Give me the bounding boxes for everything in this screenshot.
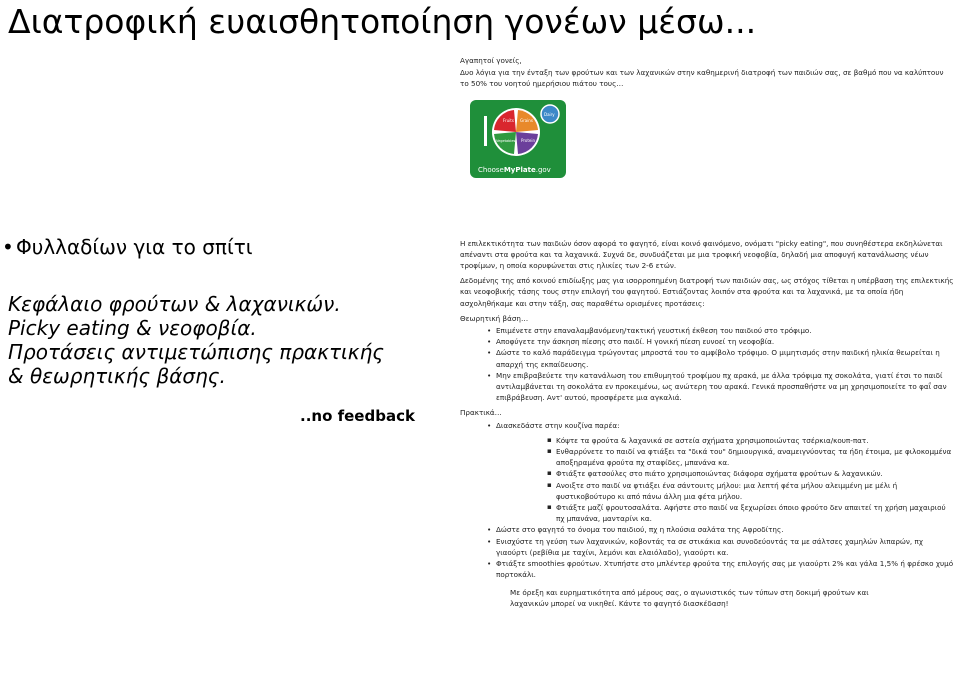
list-item: • Διασκεδάστε στην κουζίνα παρέα: xyxy=(496,420,954,431)
list-item: • Ενισχύστε τη γεύση των λαχανικών, κοβοντάς τα σε στικάκια και συνοδεύοντάς τα με σάλτσες χαμηλών λιπαρών, πχ γιαούρτι (ρεβίθια με ταχίνι, λεμόνι και ελαιόλαδο), γιαούρτι κα. xyxy=(496,536,954,558)
subtext-block xyxy=(8,292,438,388)
practice-sublist xyxy=(460,435,954,525)
label-protein: Protein xyxy=(521,137,536,143)
list-item: • Δώστε το καλό παράδειγμα τρώγοντας μπροστά του το αμφίβολο τρόφιμο. Ο μιμητισμός στην παιδική ηλικία θεωρείται η απαρχή της εκπαίδευσης. xyxy=(496,347,954,369)
leaflet-intro: Δυο λόγια για την ένταξη των φρούτων και των λαχανικών στην καθημερινή διατροφή των παιδιών σας, σε βαθμό που να καλύπτουν το 50% του νοητού ημερήσιου πιάτου τους… xyxy=(460,68,944,89)
closing-line: Με όρεξη και ευρηματικότητα από μέρους σας, ο αγωνιστικός των τύπων στη δοκιμή φρούτων και xyxy=(510,587,869,597)
list-item: ▪ Κόψτε τα φρούτα & λαχανικά σε αστεία σχήματα χρησιμοποιώντας τσέρκια/κουπ-πατ. xyxy=(556,435,954,446)
leaflet-closing xyxy=(460,587,954,609)
logo-caption: ChooseMyPlate.gov xyxy=(478,165,551,174)
list-item: • Φτιάξτε smoothies φρούτων. Χτυπήστε στο μπλέντερ φρούτα της επιλογής σας με γιαούρτι 2% και γάλα 1,5% ή φρέσκο χυμό πορτοκάλι. xyxy=(496,558,954,580)
no-feedback-note: ..no feedback xyxy=(300,407,415,425)
list-item: ▪ Ανοιξτε στο παιδί να φτιάξει ένα σάντουιτς μήλου: μια λεπτή φέτα μήλου αλειμμένη με μέλι ή φυστικοβούτυρο κι από πάνω άλλη μια φέτα μήλου. xyxy=(556,480,954,502)
subtext-line: Κεφάλαιο φρούτων & λαχανικών. xyxy=(8,292,341,316)
slide-title: Διατροφική ευαισθητοποίηση γονέων μέσω... xyxy=(8,2,757,41)
list-item: • Επιμένετε στην επαναλαμβανόμενη/τακτική γευστική έκθεση του παιδιού στο τρόφιμο. xyxy=(496,325,954,336)
label-dairy: Dairy xyxy=(544,111,555,117)
plate-protein xyxy=(516,132,538,154)
theory-list xyxy=(460,325,954,403)
practice-heading: Πρακτικά… xyxy=(460,408,502,418)
myplate-plate-icon xyxy=(470,100,566,178)
leaflet-greeting: Αγαπητοί γονείς, xyxy=(460,56,522,65)
list-item: • Μην επιβραβεύετε την κατανάλωση του επιθυμητού τροφίμου πχ αρακά, με άλλα τρόφιμα πχ σοκολάτα, γιατί έτσι το παιδί αντιλαμβάνεται τη σοκολάτα εν προκειμένω, ως ανώτερη του αρακά. Γενικά προσπαθήστε να μη χρησιμοποιείτε το φαΐ σαν επιβράβευση. Αντ' αυτού, προσφέρετε μια αγκαλιά. xyxy=(496,370,954,404)
main-bullet xyxy=(2,234,253,260)
label-grains: Grains xyxy=(520,117,533,123)
logo-row xyxy=(460,94,954,238)
bullet-text: Φυλλαδίων για το σπίτι xyxy=(16,235,253,259)
leaflet-para1: Η επιλεκτικότητα των παιδιών όσον αφορά το φαγητό, είναι κοινό φαινόμενο, ονόματι "picky eating", που συνηθέστερα εκδηλώνεται απέναντι στα φρούτα και τα λαχανικά. Συχνά δε, συνδυάζεται με μια τροφική νεοφοβία, δηλαδή μια αποφυγή κατανάλωσης νέων τροφίμων, η οποία κορυφώνεται στις ηλικίες των 2-6 ετών. xyxy=(460,238,943,271)
practice-list xyxy=(460,420,954,431)
subtext-line: Picky eating & νεοφοβία. xyxy=(8,316,257,340)
plate-vegetables xyxy=(494,132,516,154)
fork-icon xyxy=(484,116,487,146)
label-fruits: Fruits xyxy=(503,117,514,123)
list-item: ▪ Φτιάξτε μαζί φρουτοσαλάτα. Αφήστε στο παιδί να ξεχωρίσει όποιο φρούτο δεν απαιτεί τη χρήση μαχαιριού πχ μπανάνα, μανταρίνι κα. xyxy=(556,502,954,524)
theory-heading: Θεωρητική βάση… xyxy=(460,313,529,323)
list-item: ▪ Φτιάξτε φατσούλες στο πιάτο χρησιμοποιώντας διάφορα σχήματα φρούτων & λαχανικών. xyxy=(556,468,954,479)
list-item: • Δώστε στο φαγητό το όνομα του παιδιού, πχ η πλούσια σαλάτα της Αφροδίτης. xyxy=(496,524,954,535)
subtext-line: Προτάσεις αντιμετώπισης πρακτικής xyxy=(8,340,385,364)
list-item: • Αποφύγετε την άσκηση πίεσης στο παιδί. Η γονική πίεση ευνοεί τη νεοφοβία. xyxy=(496,336,954,347)
leaflet-image xyxy=(460,55,954,673)
list-item: ▪ Ενθαρρύνετε το παιδί να φτιάξει τα "δικά του" δημιουργικά, αναμειγνύοντας τα ήδη έτοιμα, με φιλοκομμένα αποξηραμένα φρούτα πχ σταφίδες, μπανάνα κα. xyxy=(556,446,954,468)
subtext-line: & θεωρητικής βάσης. xyxy=(8,364,226,388)
practice-list-2 xyxy=(460,524,954,580)
leaflet-para2: Δεδομένης της από κοινού επιδίωξης μας για ισορροπημένη διατροφή των παιδιών σας, ως στόχος τίθεται η υπέρβαση της επιλεκτικής και νεοφοβικής τάσης τους στην επιλογή του φαγητού. Εστιάζοντας λοιπόν στα φρούτα και τα λαχανικά, με τα οποία ήδη ασχοληθήκαμε και στην τάξη, σας παραθέτω ορισμένες προτάσεις: xyxy=(460,276,954,308)
closing-line: λαχανικών μπορεί να νικηθεί. Κάντε το φαγητό διασκέδαση! xyxy=(510,598,729,608)
myplate-logo xyxy=(470,100,566,178)
bullet-dot-icon: • xyxy=(2,235,14,259)
label-vegetables: Vegetables xyxy=(496,138,516,143)
